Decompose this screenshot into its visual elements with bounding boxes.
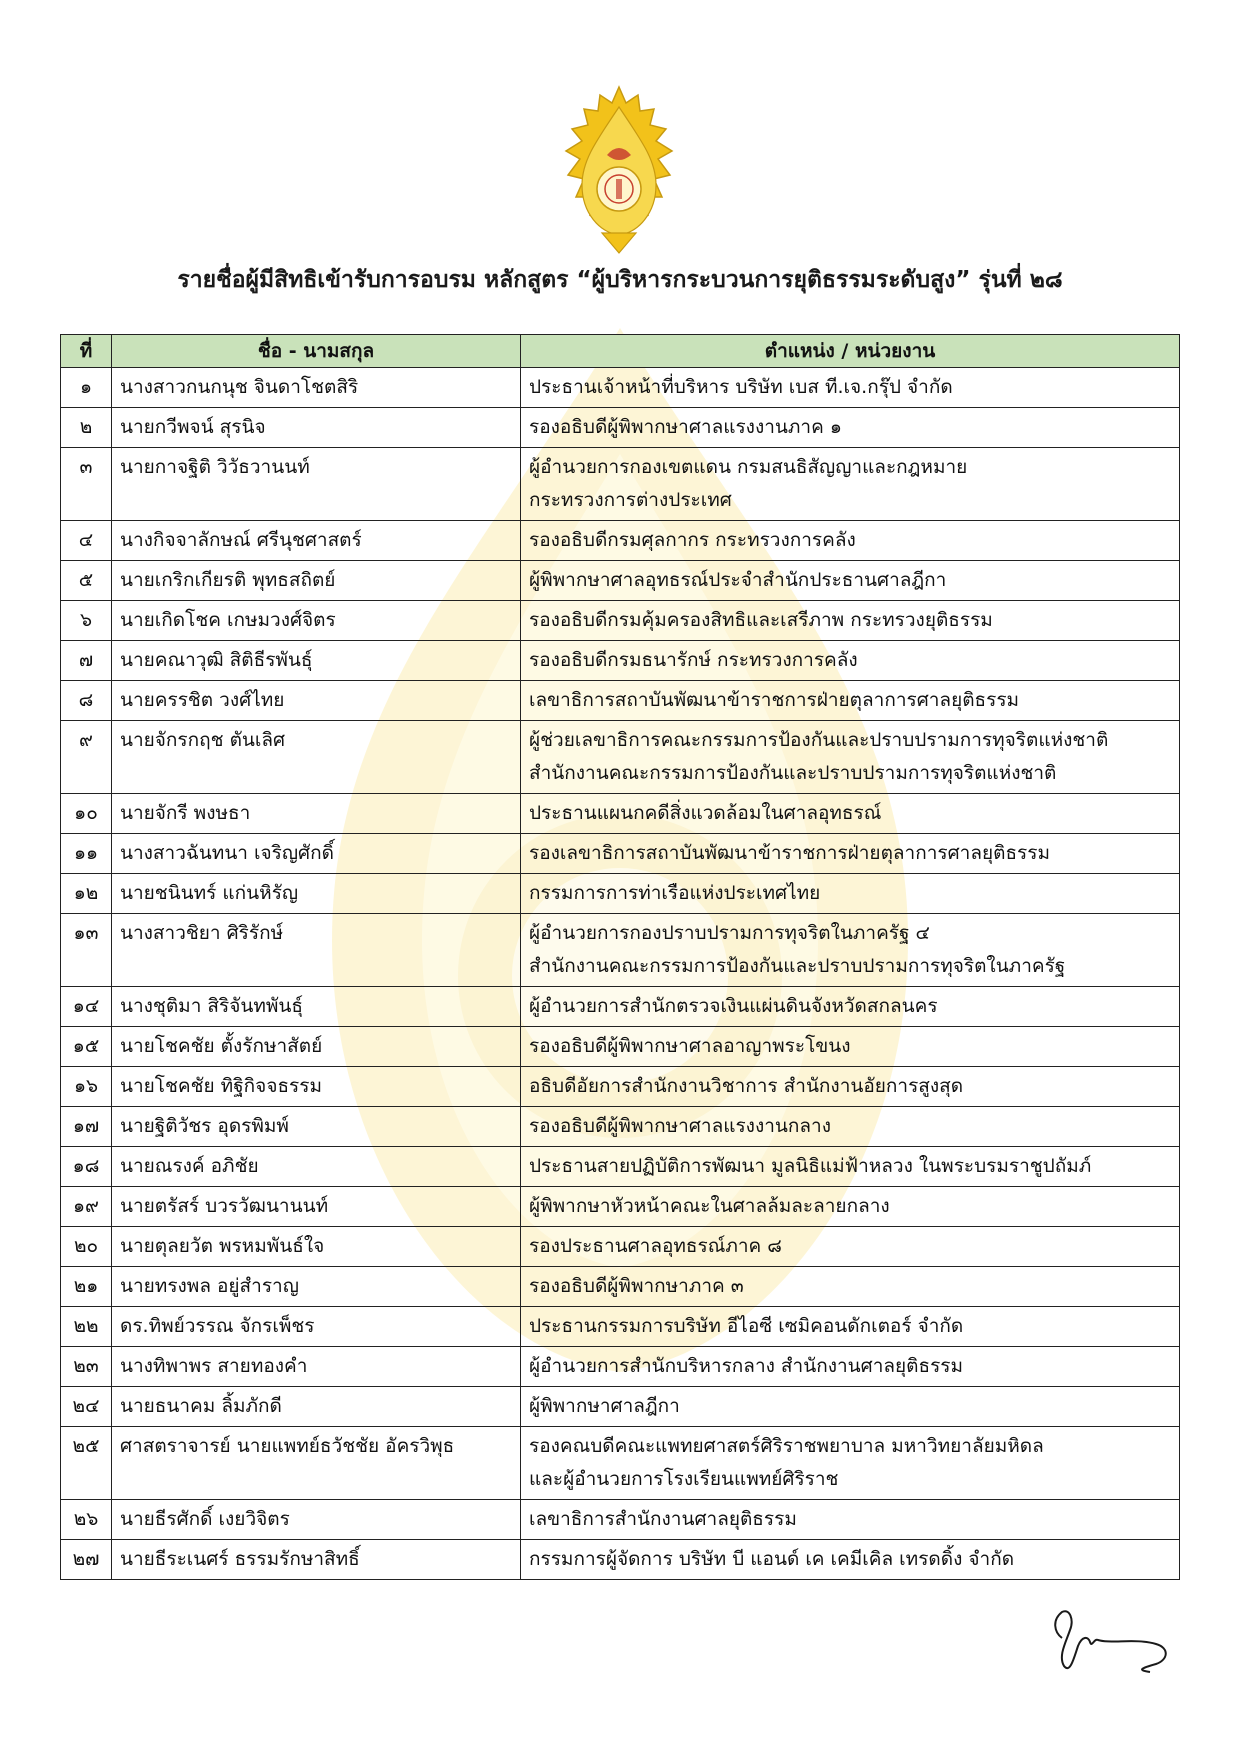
- cell-name: นายณรงค์ อภิชัย: [112, 1147, 521, 1187]
- table-row: [61, 408, 1180, 448]
- cell-position: ผู้อำนวยการสำนักตรวจเงินแผ่นดินจังหวัดสกลนคร: [521, 987, 1180, 1027]
- cell-name: ศาสตราจารย์ นายแพทย์ธวัชชัย อัครวิพุธ: [112, 1427, 521, 1500]
- cell-name: นายธนาคม ลิ้มภักดี: [112, 1387, 521, 1427]
- cell-position: รองอธิบดีผู้พิพากษาศาลแรงงานกลาง: [521, 1107, 1180, 1147]
- cell-position: กรรมการผู้จัดการ บริษัท บี แอนด์ เค เคมีเคิล เทรดดิ้ง จำกัด: [521, 1540, 1180, 1580]
- table-row: [61, 521, 1180, 561]
- cell-position: รองอธิบดีผู้พิพากษาภาค ๓: [521, 1267, 1180, 1307]
- table-row: [61, 1307, 1180, 1347]
- cell-no: ๑๐: [61, 794, 112, 834]
- header-name: ชื่อ - นามสกุล: [112, 335, 521, 368]
- cell-name: นายธีระเนศร์ ธรรมรักษาสิทธิ์: [112, 1540, 521, 1580]
- cell-position: กรรมการการท่าเรือแห่งประเทศไทย: [521, 874, 1180, 914]
- cell-position: รองอธิบดีกรมศุลกากร กระทรวงการคลัง: [521, 521, 1180, 561]
- table-row: [61, 561, 1180, 601]
- table-row: [61, 1267, 1180, 1307]
- cell-no: ๒๗: [61, 1540, 112, 1580]
- cell-no: ๔: [61, 521, 112, 561]
- document-title: รายชื่อผู้มีสิทธิเข้ารับการอบรม หลักสูตร “ผู้บริหารกระบวนการยุติธรรมระดับสูง” รุ่นที่ ๒๘: [177, 267, 1063, 293]
- table-row: [61, 1500, 1180, 1540]
- cell-name: นายเกริกเกียรติ พุทธสถิตย์: [112, 561, 521, 601]
- table-row: [61, 1107, 1180, 1147]
- cell-no: ๑๕: [61, 1027, 112, 1067]
- cell-position: รองอธิบดีผู้พิพากษาศาลอาญาพระโขนง: [521, 1027, 1180, 1067]
- cell-position: อธิบดีอัยการสำนักงานวิชาการ สำนักงานอัยการสูงสุด: [521, 1067, 1180, 1107]
- cell-position: ประธานสายปฏิบัติการพัฒนา มูลนิธิแม่ฟ้าหลวง ในพระบรมราชูปถัมภ์: [521, 1147, 1180, 1187]
- cell-no: ๒๐: [61, 1227, 112, 1267]
- cell-no: ๑๗: [61, 1107, 112, 1147]
- table-row: [61, 681, 1180, 721]
- cell-no: ๒๕: [61, 1427, 112, 1500]
- table-row: [61, 1427, 1180, 1500]
- table-row: [61, 1227, 1180, 1267]
- cell-no: ๑๓: [61, 914, 112, 987]
- table-row: [61, 1147, 1180, 1187]
- table-row: [61, 1540, 1180, 1580]
- cell-no: ๖: [61, 601, 112, 641]
- cell-no: ๒๓: [61, 1347, 112, 1387]
- header-position: ตำแหน่ง / หน่วยงาน: [521, 335, 1180, 368]
- table-row: [61, 1027, 1180, 1067]
- cell-name: นางชุติมา สิริจันทพันธุ์: [112, 987, 521, 1027]
- cell-position: รองอธิบดีผู้พิพากษาศาลแรงงานภาค ๑: [521, 408, 1180, 448]
- table-row: [61, 794, 1180, 834]
- cell-no: ๗: [61, 641, 112, 681]
- cell-position: ผู้พิพากษาหัวหน้าคณะในศาลล้มละลายกลาง: [521, 1187, 1180, 1227]
- participant-table: [60, 334, 1180, 1580]
- cell-position: ประธานแผนกคดีสิ่งแวดล้อมในศาลอุทธรณ์: [521, 794, 1180, 834]
- cell-name: นางทิพาพร สายทองคำ: [112, 1347, 521, 1387]
- cell-no: ๑๙: [61, 1187, 112, 1227]
- cell-no: ๘: [61, 681, 112, 721]
- cell-name: นายฐิติวัชร อุดรพิมพ์: [112, 1107, 521, 1147]
- cell-no: ๑๑: [61, 834, 112, 874]
- cell-name: นายเกิดโชค เกษมวงศ์จิตร: [112, 601, 521, 641]
- cell-no: ๑๘: [61, 1147, 112, 1187]
- cell-name: นายครรชิต วงศ์ไทย: [112, 681, 521, 721]
- table-row: [61, 368, 1180, 408]
- cell-position: รองประธานศาลอุทธรณ์ภาค ๘: [521, 1227, 1180, 1267]
- cell-position: เลขาธิการสถาบันพัฒนาข้าราชการฝ่ายตุลาการศาลยุติธรรม: [521, 681, 1180, 721]
- cell-no: ๒๖: [61, 1500, 112, 1540]
- cell-name: นางกิจจาลักษณ์ ศรีนุชศาสตร์: [112, 521, 521, 561]
- cell-name: นายตุลยวัต พรหมพันธ์ใจ: [112, 1227, 521, 1267]
- table-row: [61, 448, 1180, 521]
- table-body: [61, 368, 1180, 1580]
- cell-name: นายชนินทร์ แก่นหิรัญ: [112, 874, 521, 914]
- cell-no: ๑๒: [61, 874, 112, 914]
- cell-no: ๒๔: [61, 1387, 112, 1427]
- cell-name: นางสาวกนกนุช จินดาโชตสิริ: [112, 368, 521, 408]
- table-row: [61, 1387, 1180, 1427]
- cell-name: นายจักรี พงษธา: [112, 794, 521, 834]
- cell-position: รองเลขาธิการสถาบันพัฒนาข้าราชการฝ่ายตุลาการศาลยุติธรรม: [521, 834, 1180, 874]
- cell-no: ๑๔: [61, 987, 112, 1027]
- table-row: [61, 987, 1180, 1027]
- cell-no: ๑๖: [61, 1067, 112, 1107]
- cell-name: นายตรัสร์ บวรวัฒนานนท์: [112, 1187, 521, 1227]
- table-row: [61, 874, 1180, 914]
- cell-no: ๒: [61, 408, 112, 448]
- cell-position: ผู้อำนวยการสำนักบริหารกลาง สำนักงานศาลยุติธรรม: [521, 1347, 1180, 1387]
- table-row: [61, 914, 1180, 987]
- table-row: [61, 641, 1180, 681]
- header-no: ที่: [61, 335, 112, 368]
- cell-position: ประธานกรรมการบริษัท อีไอซี เซมิคอนดักเตอร์ จำกัด: [521, 1307, 1180, 1347]
- table-row: [61, 1187, 1180, 1227]
- cell-no: ๓: [61, 448, 112, 521]
- cell-name: นายธีรศักดิ์ เงยวิจิตร: [112, 1500, 521, 1540]
- cell-no: ๕: [61, 561, 112, 601]
- cell-position: รองอธิบดีกรมธนารักษ์ กระทรวงการคลัง: [521, 641, 1180, 681]
- cell-name: นายคณาวุฒิ สิติธีรพันธุ์: [112, 641, 521, 681]
- cell-name: นายกวีพจน์ สุรนิจ: [112, 408, 521, 448]
- cell-position: รองอธิบดีกรมคุ้มครองสิทธิและเสรีภาพ กระทรวงยุติธรรม: [521, 601, 1180, 641]
- cell-position: ผู้อำนวยการกองเขตแดน กรมสนธิสัญญาและกฎหมาย กระทรวงการต่างประเทศ: [521, 448, 1180, 521]
- cell-name: นางสาวชิยา ศิริรักษ์: [112, 914, 521, 987]
- handwritten-signature: [1040, 1598, 1180, 1678]
- table-row: [61, 834, 1180, 874]
- table-row: [61, 721, 1180, 794]
- cell-name: นายทรงพล อยู่สำราญ: [112, 1267, 521, 1307]
- cell-no: ๒๑: [61, 1267, 112, 1307]
- table-row: [61, 601, 1180, 641]
- cell-name: ดร.ทิพย์วรรณ จักรเพ็ชร: [112, 1307, 521, 1347]
- cell-position: ผู้พิพากษาศาลฎีกา: [521, 1387, 1180, 1427]
- table-header-row: [61, 335, 1180, 368]
- cell-position: รองคณบดีคณะแพทยศาสตร์ศิริราชพยาบาล มหาวิทยาลัยมหิดล และผู้อำนวยการโรงเรียนแพทย์ศิริราช: [521, 1427, 1180, 1500]
- cell-name: นายกาจฐิติ วิวัธวานนท์: [112, 448, 521, 521]
- cell-position: ผู้พิพากษาศาลอุทธรณ์ประจำสำนักประธานศาลฎีกา: [521, 561, 1180, 601]
- cell-no: ๙: [61, 721, 112, 794]
- emblem-logo: [552, 85, 686, 255]
- cell-position: เลขาธิการสำนักงานศาลยุติธรรม: [521, 1500, 1180, 1540]
- cell-name: นายจักรกฤช ตันเลิศ: [112, 721, 521, 794]
- cell-position: ผู้อำนวยการกองปราบปรามการทุจริตในภาครัฐ ๔ สำนักงานคณะกรรมการป้องกันและปราบปรามการทุจริตในภาครัฐ: [521, 914, 1180, 987]
- cell-no: ๑: [61, 368, 112, 408]
- cell-position: ผู้ช่วยเลขาธิการคณะกรรมการป้องกันและปราบปรามการทุจริตแห่งชาติ สำนักงานคณะกรรมการป้องกันและปราบปรามการทุจริตแห่งชาติ: [521, 721, 1180, 794]
- cell-name: นายโชคชัย ทิฐิกิจจธรรม: [112, 1067, 521, 1107]
- cell-no: ๒๒: [61, 1307, 112, 1347]
- table-row: [61, 1347, 1180, 1387]
- cell-name: นายโชคชัย ตั้งรักษาสัตย์: [112, 1027, 521, 1067]
- cell-position: ประธานเจ้าหน้าที่บริหาร บริษัท เบส ที.เจ.กรุ๊ป จำกัด: [521, 368, 1180, 408]
- cell-name: นางสาวฉันทนา เจริญศักดิ์: [112, 834, 521, 874]
- table-row: [61, 1067, 1180, 1107]
